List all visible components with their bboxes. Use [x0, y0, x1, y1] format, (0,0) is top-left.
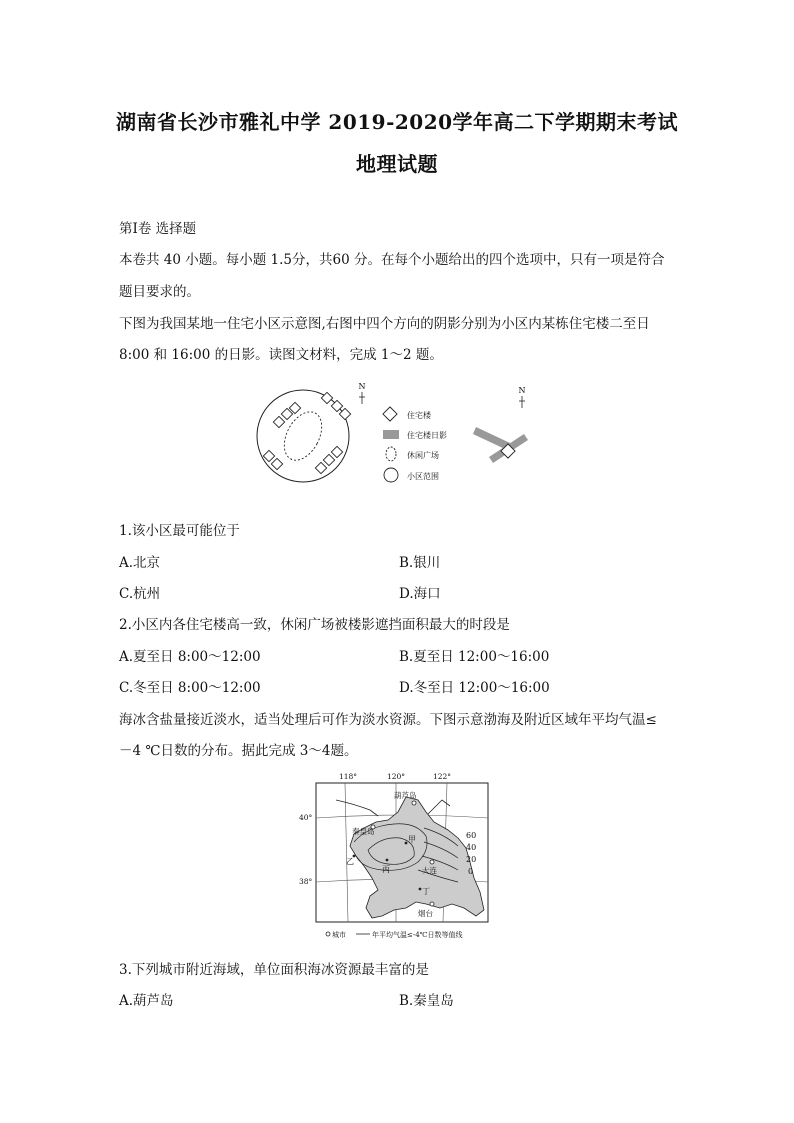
question-2-option-b[interactable]: B.夏至日 12:00～16:00	[399, 649, 550, 665]
instructions-line-2: 题目要求的。	[119, 284, 200, 300]
question-1-option-d[interactable]: D.海口	[399, 586, 441, 602]
question-3-option-a[interactable]: A.葫芦岛	[119, 993, 174, 1009]
legend	[383, 407, 447, 482]
question-1-option-a[interactable]: A.北京	[119, 555, 161, 571]
question-3-stem: 3.下列城市附近海域，单位面积海冰资源最丰富的是	[119, 962, 429, 978]
exam-title: 湖南省长沙市雅礼中学 2019-2020学年高二下学期期末考试	[115, 110, 679, 134]
latitude-38: 38°	[299, 877, 313, 886]
question-2-option-c[interactable]: C.冬至日 8:00～12:00	[119, 680, 261, 696]
longitude-122: 122°	[432, 772, 452, 781]
question-2-option-a[interactable]: A.夏至日 8:00～12:00	[119, 649, 261, 665]
point-ding: 丁	[422, 887, 430, 896]
building-shadows	[473, 427, 528, 463]
isoline-label-20: 20	[466, 855, 477, 864]
latitude-40: 40°	[299, 813, 313, 822]
exam-subtitle: 地理试题	[356, 152, 438, 176]
north-arrow-right	[519, 386, 526, 408]
question-3-option-b[interactable]: B.秦皇岛	[399, 993, 454, 1009]
legend-city-label: 城市	[332, 931, 346, 939]
bohai-sea-ice-map	[298, 770, 498, 942]
longitude-120: 120°	[386, 772, 406, 781]
question-2-option-d[interactable]: D.冬至日 12:00～16:00	[399, 680, 550, 696]
isoline-label-40: 40	[466, 843, 477, 852]
svg-text:N: N	[358, 382, 366, 391]
passage1-line-1: 下图为我国某地一住宅小区示意图,右图中四个方向的阴影分别为小区内某栋住宅楼二至日	[119, 316, 650, 332]
question-1-option-b[interactable]: B.银川	[399, 555, 441, 571]
north-arrow-left	[359, 382, 366, 404]
city-qinhuangdao: 秦皇岛	[352, 827, 375, 836]
passage2-line-2: －4 ℃日数的分布。据此完成 3～4题。	[119, 743, 358, 759]
legend-boundary: 小区范围	[407, 472, 439, 481]
community-diagram	[255, 380, 555, 500]
city-dalian: 大连	[422, 866, 437, 875]
point-bing: 丙	[382, 865, 390, 874]
city-yantai: 烟台	[418, 909, 433, 918]
question-2-stem: 2.小区内各住宅楼高一致，休闲广场被楼影遮挡面积最大的时段是	[119, 617, 510, 633]
question-1-option-c[interactable]: C.杭州	[119, 586, 161, 602]
point-yi: 乙	[346, 857, 354, 866]
section-heading: 第Ⅰ卷 选择题	[119, 221, 197, 237]
instructions-line-1: 本卷共 40 小题。每小题 1.5分，共60 分。在每个小题给出的四个选项中，只有一项是符合	[119, 252, 665, 268]
isoline-label-0: 0	[468, 867, 474, 876]
longitude-118: 118°	[338, 772, 358, 781]
question-1-stem: 1.该小区最可能位于	[119, 523, 240, 539]
map-legend	[332, 930, 463, 939]
legend-shadow: 住宅楼日影	[407, 431, 447, 440]
point-jia: 甲	[408, 835, 416, 844]
legend-plaza: 休闲广场	[407, 451, 439, 460]
svg-text:N: N	[518, 386, 526, 395]
legend-building: 住宅楼	[407, 411, 431, 420]
city-huludao: 葫芦岛	[394, 791, 417, 800]
legend-isoline-label: 年平均气温≤-4℃日数等值线	[372, 931, 463, 939]
passage2-line-1: 海冰含盐量接近淡水，适当处理后可作为淡水资源。下图示意渤海及附近区域年平均气温≤	[119, 712, 657, 728]
isoline-label-60: 60	[466, 831, 477, 840]
residential-buildings	[263, 392, 350, 473]
passage1-line-2: 8:00 和 16:00 的日影。读图文材料，完成 1～2 题。	[119, 347, 443, 363]
